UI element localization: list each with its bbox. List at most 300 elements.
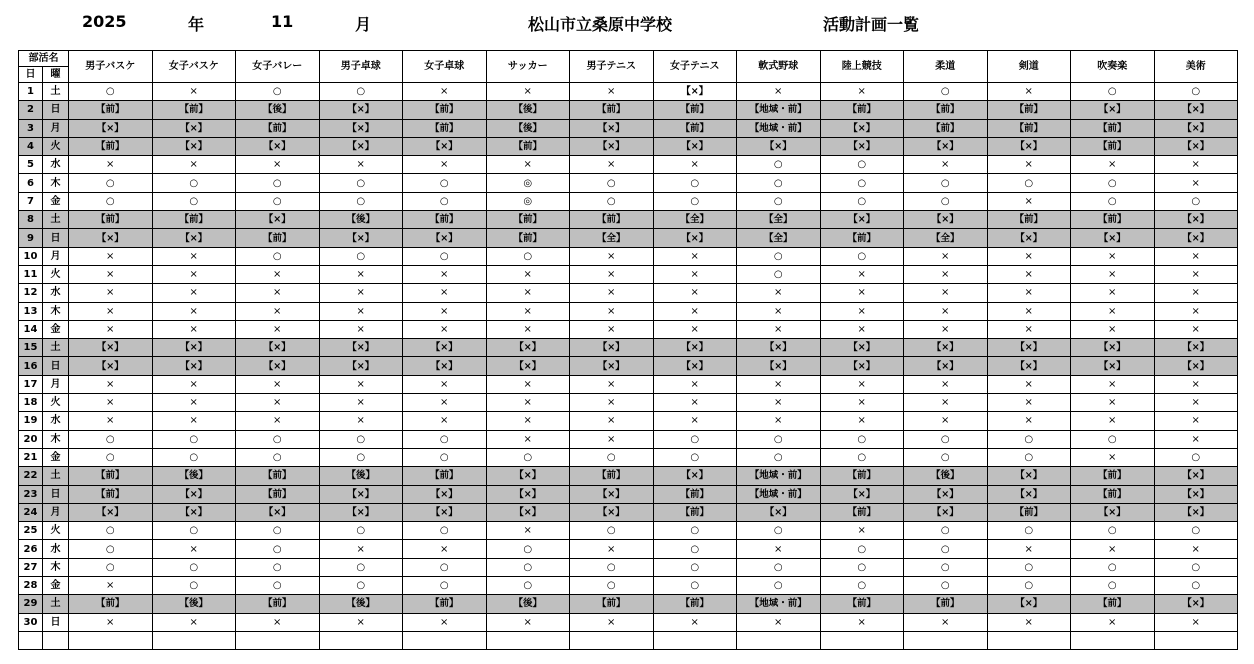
table-row — [19, 522, 1238, 540]
activity-cell — [987, 631, 1071, 649]
activity-cell: × — [69, 613, 153, 631]
activity-cell: ○ — [403, 577, 487, 595]
activity-cell: ○ — [1071, 522, 1155, 540]
activity-cell: 【前】 — [570, 101, 654, 119]
activity-cell: 【×】 — [69, 357, 153, 375]
day-cell: 29 — [19, 595, 43, 613]
activity-cell: × — [236, 394, 320, 412]
document-title-row — [0, 12, 1254, 38]
activity-cell: × — [1154, 302, 1238, 320]
activity-cell: × — [570, 540, 654, 558]
activity-cell: ○ — [403, 192, 487, 210]
activity-cell: 【前】 — [987, 119, 1071, 137]
weekday-cell: 月 — [43, 503, 69, 521]
activity-cell: × — [486, 430, 570, 448]
title-year-unit: 年 — [188, 15, 205, 34]
activity-cell: × — [1154, 540, 1238, 558]
activity-cell: × — [1071, 448, 1155, 466]
activity-cell: ○ — [737, 156, 821, 174]
weekday-cell: 金 — [43, 320, 69, 338]
activity-cell: 【地域・前】 — [737, 101, 821, 119]
activity-cell: 【×】 — [904, 339, 988, 357]
activity-cell: 【×】 — [570, 503, 654, 521]
activity-cell: ○ — [236, 577, 320, 595]
activity-cell: 【後】 — [486, 119, 570, 137]
activity-cell: × — [653, 613, 737, 631]
club-header: 軟式野球 — [737, 51, 821, 83]
activity-cell: 【×】 — [236, 339, 320, 357]
activity-cell: × — [653, 302, 737, 320]
activity-cell: ○ — [904, 577, 988, 595]
weekday-cell: 水 — [43, 412, 69, 430]
activity-cell: × — [486, 156, 570, 174]
activity-cell: × — [737, 320, 821, 338]
activity-cell: ○ — [1154, 83, 1238, 101]
weekday-cell: 金 — [43, 577, 69, 595]
activity-cell: 【×】 — [570, 357, 654, 375]
activity-cell: × — [319, 156, 403, 174]
day-cell: 9 — [19, 229, 43, 247]
activity-cell: ○ — [236, 174, 320, 192]
activity-cell: ○ — [737, 558, 821, 576]
activity-cell: × — [486, 613, 570, 631]
activity-cell: × — [987, 247, 1071, 265]
activity-cell: 【×】 — [904, 137, 988, 155]
activity-cell: 【前】 — [236, 595, 320, 613]
activity-cell: × — [987, 540, 1071, 558]
activity-cell: × — [737, 394, 821, 412]
activity-cell: ○ — [570, 174, 654, 192]
activity-cell: × — [1071, 613, 1155, 631]
activity-cell: 【×】 — [820, 211, 904, 229]
activity-cell: 【前】 — [69, 211, 153, 229]
activity-cell: 【×】 — [1154, 467, 1238, 485]
activity-cell: × — [486, 265, 570, 283]
activity-cell — [403, 631, 487, 649]
activity-cell: × — [987, 613, 1071, 631]
activity-cell: 【地域・前】 — [737, 485, 821, 503]
activity-cell: 【前】 — [1071, 485, 1155, 503]
activity-cell: × — [486, 320, 570, 338]
activity-cell: ○ — [319, 192, 403, 210]
activity-cell: × — [236, 156, 320, 174]
activity-cell: ◎ — [486, 174, 570, 192]
table-row — [19, 320, 1238, 338]
activity-cell: ○ — [820, 174, 904, 192]
activity-cell: 【前】 — [236, 229, 320, 247]
day-cell: 13 — [19, 302, 43, 320]
activity-cell: × — [820, 320, 904, 338]
activity-cell: × — [570, 320, 654, 338]
activity-cell: × — [69, 284, 153, 302]
activity-cell: 【×】 — [152, 485, 236, 503]
table-row — [19, 595, 1238, 613]
day-cell: 8 — [19, 211, 43, 229]
activity-cell: 【前】 — [570, 211, 654, 229]
activity-cell: 【前】 — [820, 503, 904, 521]
activity-cell: ○ — [486, 247, 570, 265]
activity-cell: 【後】 — [486, 101, 570, 119]
activity-cell: 【前】 — [653, 119, 737, 137]
activity-cell: × — [403, 320, 487, 338]
activity-cell: × — [319, 394, 403, 412]
activity-cell: × — [820, 375, 904, 393]
activity-cell: 【前】 — [653, 503, 737, 521]
activity-cell: × — [1071, 375, 1155, 393]
activity-cell: 【×】 — [319, 137, 403, 155]
activity-cell: × — [570, 412, 654, 430]
activity-cell — [570, 631, 654, 649]
activity-cell: ○ — [653, 192, 737, 210]
activity-cell: × — [653, 284, 737, 302]
activity-cell: ○ — [737, 522, 821, 540]
activity-cell: 【前】 — [69, 101, 153, 119]
activity-cell: ○ — [236, 83, 320, 101]
activity-cell: × — [737, 302, 821, 320]
activity-cell: × — [987, 412, 1071, 430]
activity-cell: × — [1071, 394, 1155, 412]
activity-cell: × — [236, 320, 320, 338]
activity-cell: × — [570, 394, 654, 412]
weekday-cell: 木 — [43, 302, 69, 320]
weekday-cell: 土 — [43, 211, 69, 229]
activity-cell: × — [319, 375, 403, 393]
activity-cell: × — [152, 83, 236, 101]
day-cell: 15 — [19, 339, 43, 357]
activity-cell: × — [1154, 412, 1238, 430]
activity-cell: 【×】 — [152, 503, 236, 521]
activity-cell: 【地域・前】 — [737, 119, 821, 137]
activity-cell: 【前】 — [1071, 595, 1155, 613]
activity-cell: 【×】 — [1154, 211, 1238, 229]
activity-cell: ○ — [1154, 192, 1238, 210]
activity-cell: 【×】 — [319, 119, 403, 137]
activity-cell: 【×】 — [319, 357, 403, 375]
activity-cell: × — [69, 577, 153, 595]
activity-cell: 【前】 — [486, 229, 570, 247]
activity-cell: × — [403, 394, 487, 412]
activity-cell: 【×】 — [820, 137, 904, 155]
club-header: サッカー — [486, 51, 570, 83]
title-year: 2025 — [82, 12, 127, 31]
activity-cell: ○ — [152, 430, 236, 448]
weekday-cell: 日 — [43, 229, 69, 247]
activity-cell: 【×】 — [737, 339, 821, 357]
activity-cell — [1154, 631, 1238, 649]
activity-cell: ○ — [570, 577, 654, 595]
weekday-cell: 金 — [43, 448, 69, 466]
activity-cell: × — [1154, 156, 1238, 174]
activity-cell: × — [1154, 265, 1238, 283]
day-cell: 7 — [19, 192, 43, 210]
activity-cell: 【前】 — [904, 101, 988, 119]
title-plan-name: 活動計画一覧 — [823, 15, 920, 34]
weekday-cell: 日 — [43, 101, 69, 119]
activity-cell: × — [69, 156, 153, 174]
activity-cell: 【×】 — [403, 485, 487, 503]
activity-cell: 【後】 — [486, 595, 570, 613]
activity-cell: ○ — [1071, 174, 1155, 192]
activity-cell: × — [152, 613, 236, 631]
activity-cell: 【前】 — [570, 467, 654, 485]
activity-cell: × — [1154, 430, 1238, 448]
activity-cell: × — [987, 320, 1071, 338]
weekday-cell: 日 — [43, 485, 69, 503]
club-header: 吹奏楽 — [1071, 51, 1155, 83]
activity-cell — [1071, 631, 1155, 649]
activity-cell: × — [570, 375, 654, 393]
activity-cell: × — [152, 375, 236, 393]
activity-cell: 【×】 — [1154, 229, 1238, 247]
activity-cell: × — [486, 412, 570, 430]
activity-cell: ○ — [152, 522, 236, 540]
activity-cell: ○ — [319, 577, 403, 595]
activity-cell: 【前】 — [987, 211, 1071, 229]
activity-cell: × — [653, 265, 737, 283]
activity-cell: × — [570, 302, 654, 320]
activity-cell: ○ — [570, 448, 654, 466]
activity-cell: 【全】 — [737, 211, 821, 229]
activity-cell: ○ — [69, 83, 153, 101]
activity-cell: ○ — [653, 448, 737, 466]
activity-cell: 【×】 — [653, 339, 737, 357]
activity-cell: 【全】 — [737, 229, 821, 247]
title-month: 11 — [271, 12, 294, 31]
activity-cell: 【×】 — [653, 137, 737, 155]
day-cell: 26 — [19, 540, 43, 558]
activity-cell: 【前】 — [1071, 137, 1155, 155]
activity-cell: 【×】 — [69, 119, 153, 137]
club-header: 美術 — [1154, 51, 1238, 83]
activity-cell: 【後】 — [904, 467, 988, 485]
activity-cell: ○ — [987, 448, 1071, 466]
activity-cell — [152, 631, 236, 649]
activity-cell: ○ — [904, 192, 988, 210]
activity-cell: 【×】 — [820, 357, 904, 375]
day-cell: 27 — [19, 558, 43, 576]
activity-cell: ○ — [820, 156, 904, 174]
activity-cell: × — [403, 284, 487, 302]
activity-cell: ○ — [236, 430, 320, 448]
activity-cell: × — [152, 247, 236, 265]
activity-cell: ○ — [319, 522, 403, 540]
activity-cell: ○ — [653, 540, 737, 558]
activity-cell: ○ — [1071, 558, 1155, 576]
activity-cell: ○ — [69, 192, 153, 210]
activity-cell: × — [1154, 284, 1238, 302]
activity-cell: 【前】 — [69, 467, 153, 485]
day-cell: 17 — [19, 375, 43, 393]
activity-cell: × — [987, 284, 1071, 302]
activity-cell: × — [486, 394, 570, 412]
day-cell: 25 — [19, 522, 43, 540]
activity-cell: × — [904, 320, 988, 338]
activity-cell: ○ — [653, 558, 737, 576]
activity-cell: 【×】 — [904, 357, 988, 375]
activity-cell: ○ — [904, 174, 988, 192]
activity-cell: ○ — [987, 577, 1071, 595]
activity-cell: 【×】 — [987, 485, 1071, 503]
activity-cell: 【×】 — [904, 485, 988, 503]
table-row — [19, 430, 1238, 448]
activity-cell: × — [486, 375, 570, 393]
activity-cell: ○ — [904, 558, 988, 576]
activity-cell: 【前】 — [69, 595, 153, 613]
activity-cell: ○ — [737, 247, 821, 265]
activity-cell: 【×】 — [1071, 503, 1155, 521]
activity-cell: ○ — [1071, 430, 1155, 448]
activity-cell: ○ — [820, 577, 904, 595]
activity-cell: × — [653, 247, 737, 265]
activity-cell: ○ — [403, 247, 487, 265]
activity-cell: × — [319, 613, 403, 631]
activity-cell: × — [820, 522, 904, 540]
table-row — [19, 631, 1238, 649]
activity-cell: × — [69, 412, 153, 430]
activity-cell — [486, 631, 570, 649]
activity-cell: ○ — [403, 522, 487, 540]
table-row — [19, 503, 1238, 521]
activity-cell: ○ — [653, 522, 737, 540]
activity-cell — [319, 631, 403, 649]
activity-cell: 【前】 — [904, 119, 988, 137]
activity-cell: 【×】 — [319, 101, 403, 119]
activity-cell: 【×】 — [1071, 357, 1155, 375]
activity-cell: × — [319, 540, 403, 558]
activity-cell: × — [1071, 320, 1155, 338]
activity-cell: × — [319, 302, 403, 320]
activity-cell: 【×】 — [1154, 101, 1238, 119]
activity-cell: ○ — [403, 448, 487, 466]
activity-cell: × — [1154, 247, 1238, 265]
activity-cell: × — [236, 412, 320, 430]
table-row — [19, 101, 1238, 119]
activity-cell: × — [1071, 302, 1155, 320]
activity-cell: 【×】 — [820, 485, 904, 503]
activity-cell: 【前】 — [653, 101, 737, 119]
table-row — [19, 540, 1238, 558]
activity-cell: × — [737, 613, 821, 631]
activity-cell: ○ — [1154, 577, 1238, 595]
table-row — [19, 448, 1238, 466]
activity-cell: × — [820, 412, 904, 430]
activity-cell: 【地域・前】 — [737, 595, 821, 613]
weekday-cell: 火 — [43, 265, 69, 283]
weekday-cell: 水 — [43, 156, 69, 174]
activity-cell: ○ — [236, 247, 320, 265]
table-row — [19, 192, 1238, 210]
activity-cell: ○ — [236, 522, 320, 540]
activity-cell: × — [152, 540, 236, 558]
activity-cell: 【前】 — [904, 595, 988, 613]
activity-cell: × — [904, 394, 988, 412]
table-row — [19, 229, 1238, 247]
weekday-cell: 水 — [43, 284, 69, 302]
activity-cell: 【×】 — [1154, 339, 1238, 357]
table-row — [19, 302, 1238, 320]
activity-cell: ○ — [319, 174, 403, 192]
activity-cell: 【×】 — [570, 137, 654, 155]
activity-cell: × — [236, 265, 320, 283]
activity-cell: ○ — [1154, 522, 1238, 540]
activity-cell: × — [486, 284, 570, 302]
activity-cell: 【×】 — [152, 119, 236, 137]
activity-cell: × — [653, 320, 737, 338]
weekday-cell: 土 — [43, 467, 69, 485]
day-cell: 24 — [19, 503, 43, 521]
activity-cell: × — [570, 247, 654, 265]
club-header: 陸上競技 — [820, 51, 904, 83]
activity-cell: × — [820, 265, 904, 283]
club-header: 柔道 — [904, 51, 988, 83]
activity-cell: 【×】 — [737, 503, 821, 521]
club-header: 男子テニス — [570, 51, 654, 83]
activity-cell: ○ — [1071, 577, 1155, 595]
activity-cell: 【地域・前】 — [737, 467, 821, 485]
table-row — [19, 339, 1238, 357]
activity-cell: × — [987, 83, 1071, 101]
activity-cell — [653, 631, 737, 649]
table-row — [19, 137, 1238, 155]
activity-cell: 【×】 — [987, 357, 1071, 375]
activity-cell: × — [403, 83, 487, 101]
activity-cell: ○ — [904, 448, 988, 466]
activity-cell: ○ — [152, 192, 236, 210]
activity-cell: × — [737, 375, 821, 393]
activity-cell: 【前】 — [403, 595, 487, 613]
activity-cell: × — [987, 394, 1071, 412]
day-cell: 23 — [19, 485, 43, 503]
activity-cell: 【×】 — [403, 357, 487, 375]
activity-cell: 【×】 — [319, 339, 403, 357]
activity-cell: ○ — [820, 430, 904, 448]
weekday-cell — [43, 631, 69, 649]
activity-cell: × — [403, 265, 487, 283]
activity-cell: 【×】 — [987, 137, 1071, 155]
table-row — [19, 375, 1238, 393]
activity-cell: ○ — [69, 448, 153, 466]
activity-cell: ○ — [486, 558, 570, 576]
activity-cell: ○ — [69, 558, 153, 576]
club-header: 女子テニス — [653, 51, 737, 83]
weekday-cell: 日 — [43, 357, 69, 375]
activity-cell: ○ — [570, 192, 654, 210]
day-cell: 10 — [19, 247, 43, 265]
activity-cell: ○ — [152, 448, 236, 466]
activity-cell: 【全】 — [570, 229, 654, 247]
activity-cell: ○ — [904, 83, 988, 101]
activity-cell: ○ — [69, 540, 153, 558]
activity-cell: × — [570, 613, 654, 631]
activity-cell: 【前】 — [69, 485, 153, 503]
activity-cell: 【×】 — [1154, 137, 1238, 155]
activity-cell: 【前】 — [653, 485, 737, 503]
activity-cell: × — [904, 284, 988, 302]
activity-cell: × — [1071, 284, 1155, 302]
day-cell: 6 — [19, 174, 43, 192]
table-row — [19, 284, 1238, 302]
weekday-cell: 火 — [43, 394, 69, 412]
activity-cell — [236, 631, 320, 649]
activity-cell: 【前】 — [653, 595, 737, 613]
table-row — [19, 247, 1238, 265]
activity-cell: 【×】 — [987, 339, 1071, 357]
activity-cell: ○ — [403, 430, 487, 448]
activity-cell: × — [319, 284, 403, 302]
activity-cell: 【×】 — [152, 339, 236, 357]
activity-cell: × — [987, 156, 1071, 174]
weekday-cell: 火 — [43, 137, 69, 155]
